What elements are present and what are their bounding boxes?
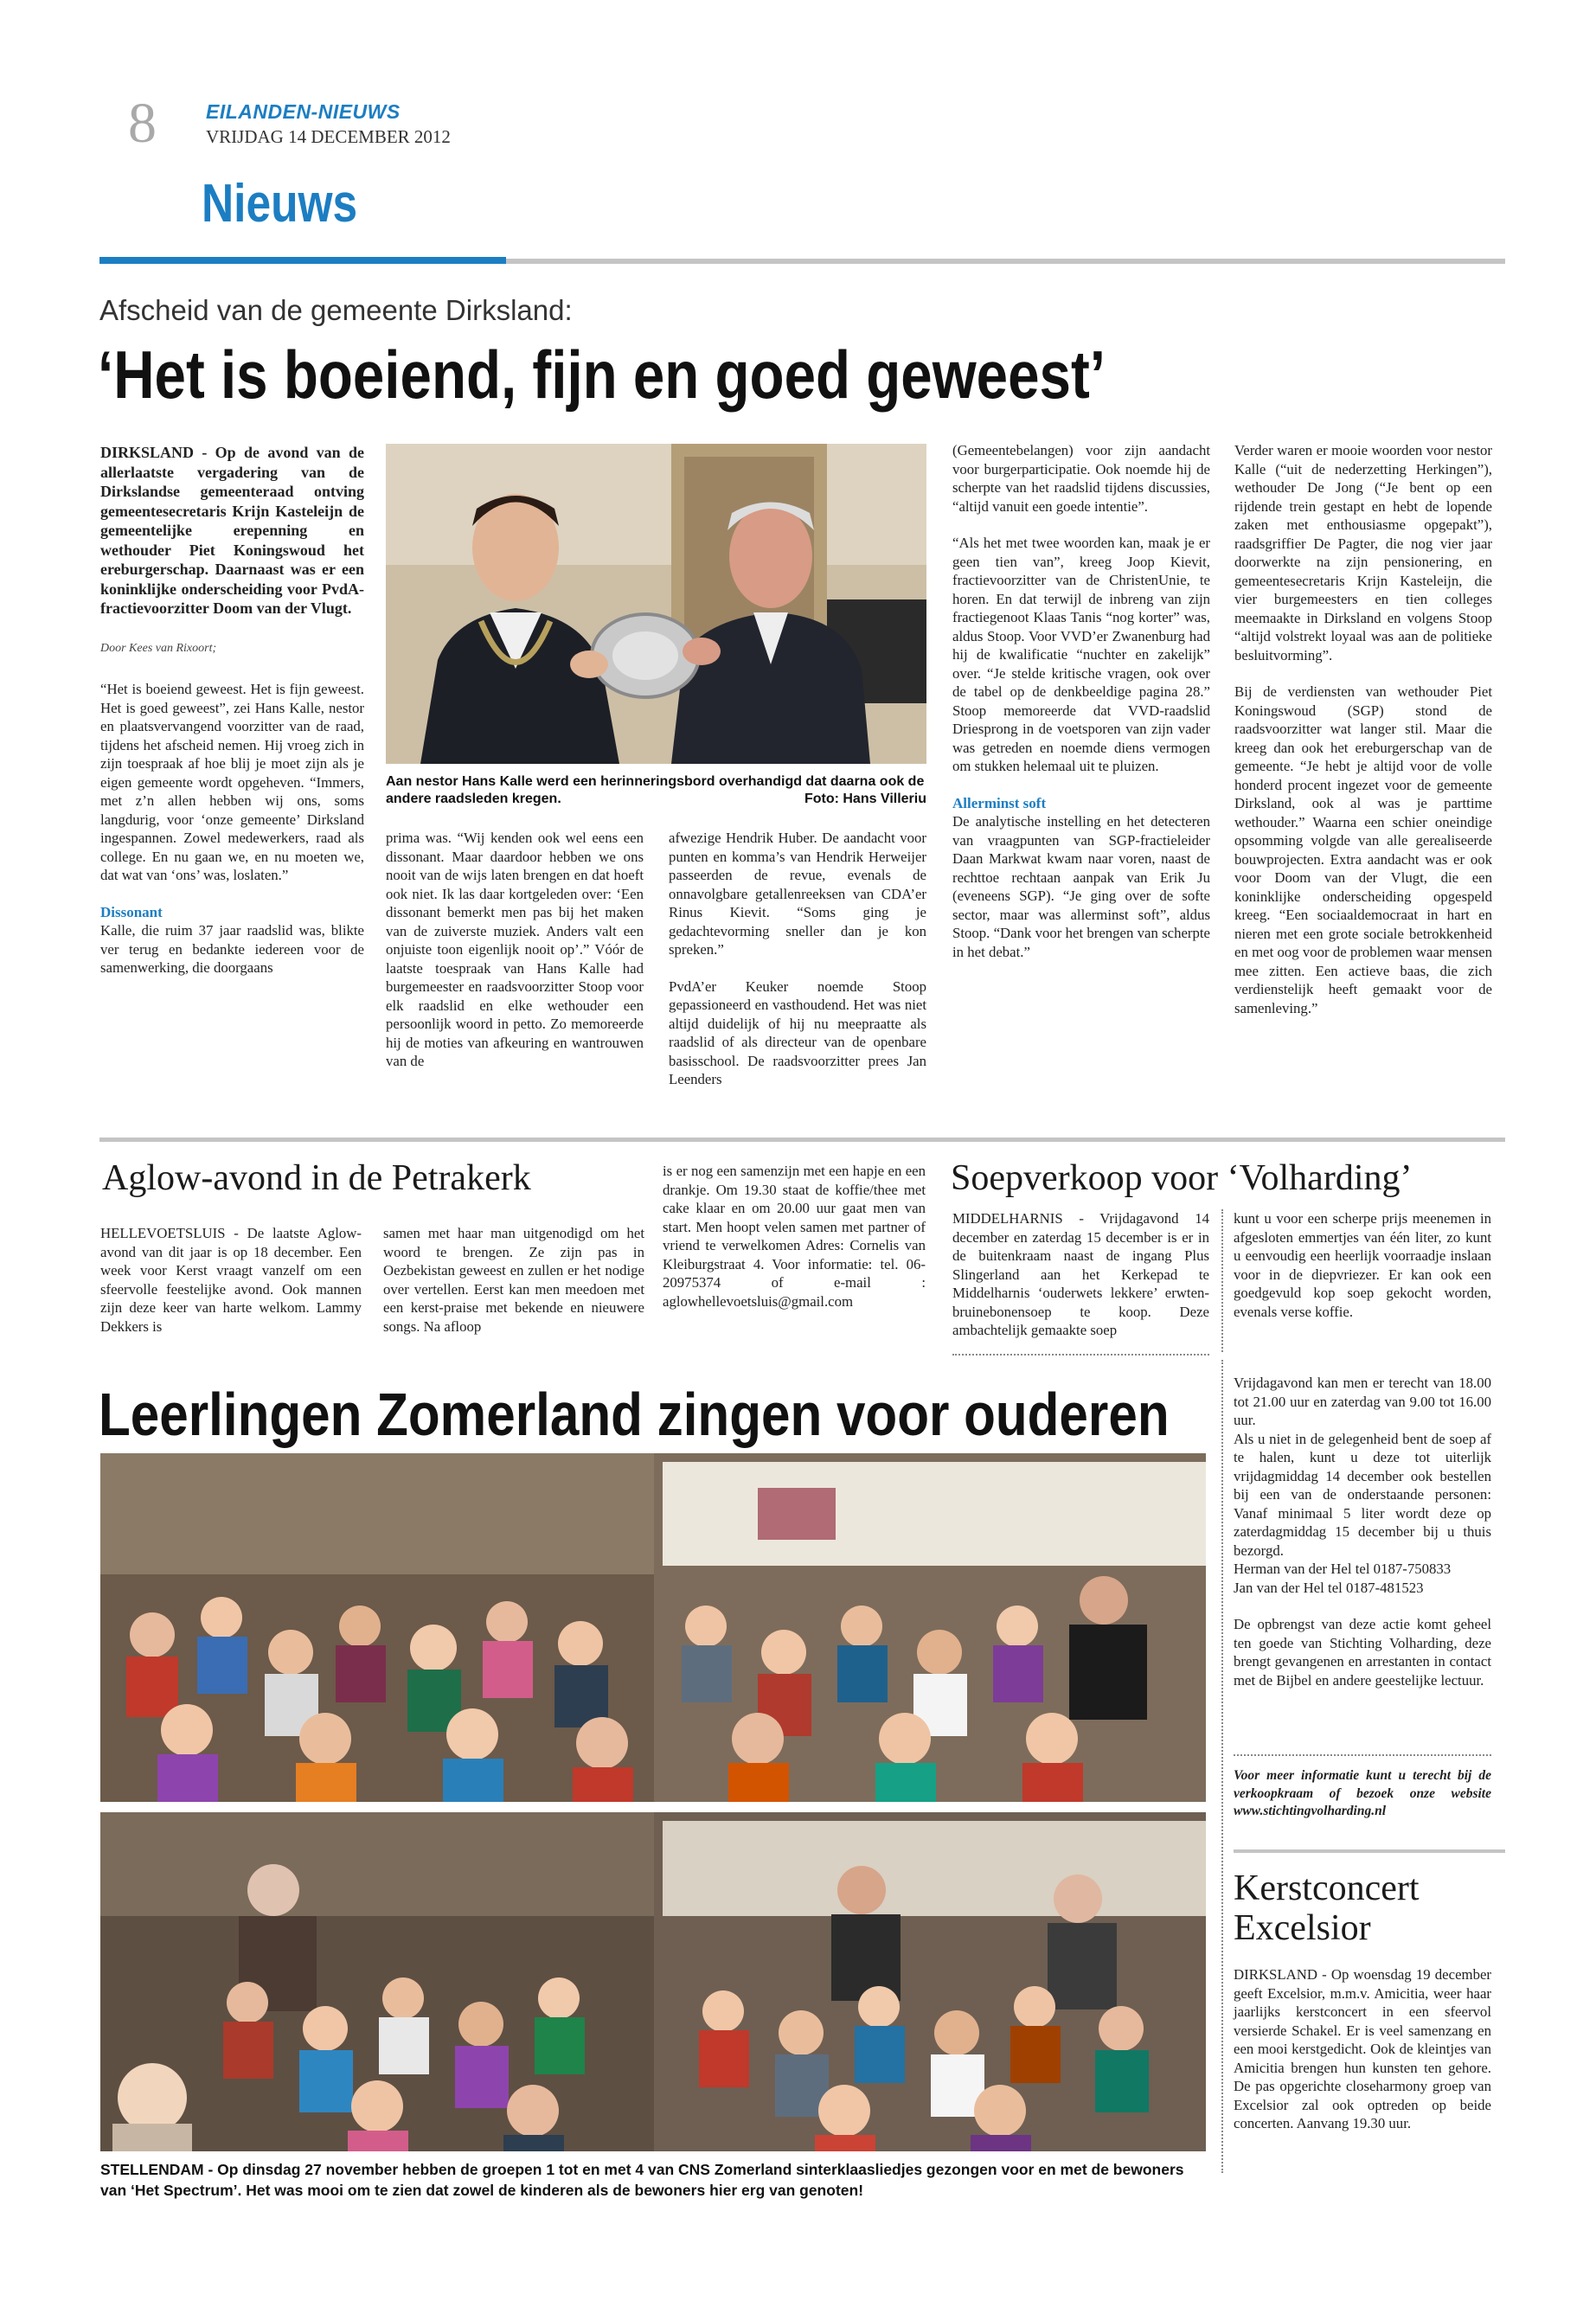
article-column-1 — [100, 443, 364, 977]
page-number: 8 — [128, 92, 157, 155]
article-kicker: Afscheid van de gemeente Dirksland: — [99, 294, 573, 326]
article-paragraph: PvdA’er Keuker noemde Stoop gepassioneerd en vasthoudend. Het was niet altijd duidelijk of hij nu meepraatte als raadslid of als directeur van de openbare basisschool. De raadsvoorzitter prees Jan Leenders — [669, 977, 926, 1087]
divider — [1234, 1754, 1491, 1756]
section-title: Nieuws — [202, 174, 358, 234]
zomerland-caption: STELLENDAM - Op dinsdag 27 november hebben de groepen 1 tot en met 4 van CNS Zomerland sinterklaasliedjes gezongen voor en met de bewoners van ‘Het Spectrum’. Het was mooi om te zien dat zowel de kinderen als de bewoners hier erg van genoten! — [100, 2161, 1184, 2199]
divider — [1221, 1360, 1223, 2173]
newspaper-logo: EILANDEN-NIEUWS — [206, 100, 401, 123]
article-intro: DIRKSLAND - Op de avond van de allerlaatste vergadering van de Dirkslandse gemeenteraad ontving gemeentesecretaris Krijn Kasteleijn de gemeentelijke erepenning en wethouder Piet Koningswoud het ereburgerschap. Daarnaast was er een koninklijke onderscheiding voor PvdA-fractievoorzitter Doom van der Vlugt. — [100, 444, 364, 617]
article-column-3 — [669, 829, 926, 1089]
issue-date: VRIJDAG 14 DECEMBER 2012 — [206, 126, 451, 147]
article-paragraph: De analytische instelling en het detecteren van vraagpunten van SGP-fractieleider Daan Markwat kwam naar voren, naast de rechttoe rechtaan aanpak van Erik Ju (eveneens SGP). “Je ging over de softe sector, maar was allerminst soft”, aldus Stoop. “Dank voor het brengen van scherpte in het debat.” — [952, 813, 1210, 960]
divider — [99, 1138, 1505, 1142]
soep-column-1: MIDDELHARNIS - Vrijdagavond 14 december en zaterdag 15 december is er in de buitenkraam naast de ingang Plus Slingerland aan het Kerkepad te Middelharnis ‘ouderwets lekkere’ erwten- bruinebonensoep te koop. Deze ambachtelijk gemaakte soep — [952, 1210, 1209, 1338]
article-paragraph: “Als het met twee woorden kan, maak je er geen tien van”, kreeg Joop Kievit, fractievoorzitter van de ChristenUnie, te horen. En dat terwijl de inbreng van zijn fractiegenoot Klaas Tanis “nog korter” was, aldus Stoop. Voor VVD’er Zwanenburg had hij de kwalificatie “nuchter en zakelijk” over. “Je stelde kritische vragen, ook over de tabel op de denkbeeldige pagina 28.” Stoop memoreerde dat VVD-raadslid Driesprong in de voetsporen van zijn vader was getreden en noemde diens vermogen om stukken helemaal uit te pluizen. — [952, 535, 1210, 774]
section-rule — [506, 259, 1505, 264]
section-rule-accent — [99, 257, 506, 264]
article-subheading: Dissonant — [100, 903, 163, 920]
aglow-column-2: samen met haar man uitgenodigd om het woord te brengen. Ze zijn pas in Oezbekistan geweest en zullen er het nodige over vertellen. Eerst kan men meedoen met een kerst-praise met bekende en nieuwere songs. Na afloop — [383, 1225, 644, 1335]
zomerland-photo-top — [100, 1453, 1206, 1802]
zomerland-headline: Leerlingen Zomerland zingen voor ouderen — [99, 1381, 1170, 1448]
article-photo — [386, 444, 926, 764]
article-column-5 — [1234, 441, 1492, 1017]
kerst-text: DIRKSLAND - Op woensdag 19 december geeft Excelsior, m.m.v. Amicitia, weer haar jaarlijks kerstconcert in een sfeervol versierde Schakel. Er is veel samenzang en een mooi kerstgedicht. Ook de kleintjes van Amicitia brengen hun kunsten ten gehore. De pas opgerichte closeharmony groep van Excelsior zal ook optreden op beide concerten. Aanvang 19.30 uur. — [1234, 1966, 1491, 2131]
contact-line: Herman van der Hel tel 0187-750833 — [1234, 1561, 1452, 1577]
article-paragraph: Bij de verdiensten van wethouder Piet Koningswoud (SGP) stond de raadsvoorzitter wat langer stil. Maar die kreeg dan ook het ereburgerschap van de gemeente. “Je hebt je altijd voor de volle honderd procent ingezet voor de gemeente Dirksland, ook al was je parttime wethouder.” Waarna een schier oneindige opsomming volgde van alle gerealiseerde bouwprojecten. Extra aandacht was er ook voor Doom van der Vlugt, die een koninklijke onderscheiding opgespeld kreeg. “Een sociaaldemocraat in hart en nieren met een grote sociale betrokkenheid en met oog voor de problemen waar mensen mee zitten. Een actieve baas, die zich verdienstelijk heeft gemaakt voor de samenleving.” — [1234, 683, 1492, 1016]
article-subheading: Allerminst soft — [952, 794, 1047, 811]
soep-info: Voor meer informatie kunt u terecht bij de verkoopkraam of bezoek onze website www.stichtingvolharding.nl — [1234, 1768, 1491, 1818]
photo-caption: Aan nestor Hans Kalle werd een herinneringsbord overhandigd dat daarna ook de andere raadsleden kregen. Foto: Hans Villeriu — [386, 774, 926, 806]
article-byline: Door Kees van Rixoort; — [100, 641, 217, 655]
article-column-2 — [386, 829, 644, 1071]
soep-headline: Soepverkoop voor ‘Volharding’ — [951, 1158, 1413, 1198]
article-paragraph: (Gemeentebelangen) voor zijn aandacht voor burgerparticipatie. Ook noemde hij de scherpte van het raadslid tijdens discussies, “altijd vanuit een goede intentie”. — [952, 442, 1210, 515]
zomerland-photo-bottom — [100, 1812, 1206, 2151]
article-paragraph: Verder waren er mooie woorden voor nestor Kalle (“uit de nederzetting Herkingen”), wethouder De Jong (“Je bent op een rijdende trein gestapt en hebt de lopende zaken met enthousiasme opgepakt”), raadsgriffier De Pagter, die nog vier jaar doorwerkte na zijn pensionering, en gemeentesecretaris Krijn Kasteleijn, die vier burgemeesters en tien colleges meemaakte in Dirksland en volgens Stoop “altijd volstrekt loyaal was aan de politieke besluitvorming”. — [1234, 442, 1492, 663]
article-paragraph: afwezige Hendrik Huber. De aandacht voor punten en komma’s van Hendrik Herweijer passeerden de revue, evenals de onnavolgbare getallenreeksen van CDA’er Rinus Kievit. “Soms ging je gedachtevorming sneller dan je kon spreken.” — [669, 830, 926, 958]
article-headline: ‘Het is boeiend, fijn en goed geweest’ — [98, 336, 1106, 413]
divider — [952, 1354, 1209, 1356]
soep-column-2: kunt u voor een scherpe prijs meenemen in afgesloten emmertjes van één liter, zo kunt u eenvoudig een heerlijk voorraadje inslaan voor in de diepvriezer. Er kan ook een goedgevuld kop soep gekocht worden, evenals verse koffie. — [1234, 1210, 1491, 1320]
article-column-4 — [952, 441, 1210, 961]
contact-line: Jan van der Hel tel 0187-481523 — [1234, 1579, 1424, 1596]
aglow-column-3: is er nog een samenzijn met een hapje en een drankje. Om 19.30 staat de koffie/thee met cake klaar en om 20.00 uur gaat men van start. Men hoopt velen samen met partner of vriend te verwelkomen Adres: Cornelis van Kleiburgstraat 4. Voor informatie: tel. 06-20975374 of e-mail : aglowhellevoetsluis@gmail.com — [663, 1163, 926, 1310]
kerst-headline: Kerstconcert Excelsior — [1234, 1868, 1420, 1948]
article-paragraph: Kalle, die ruim 37 jaar raadslid was, blikte ver terug en bedankte iedereen voor de samenwerking, die doorgaans — [100, 922, 364, 976]
divider — [1221, 1209, 1223, 1352]
aglow-column-1: HELLEVOETSLUIS - De laatste Aglow-avond van dit jaar is op 18 december. Een week voor Kerst vraagt vanzelf om een sfeervolle feestelijke avond. Ook mannen zijn deze keer van harte welkom. Lammy Dekkers is — [100, 1225, 362, 1335]
photo-credit: Foto: Hans Villeriu — [804, 792, 926, 806]
aglow-headline: Aglow-avond in de Petrakerk — [102, 1158, 531, 1198]
article-paragraph: “Het is boeiend geweest. Het is fijn geweest. Het is goed geweest”, zei Hans Kalle, nestor en plaatsvervangend voorzitter van de raad, tijdens het afscheid nemen. Hij vroeg zich in zijn toespraak af hoe blij je moet zijn als je eigen gemeente wordt opgeheven. “Immers, met z’n allen hebben wij ons, soms langdurig, voor ‘onze gemeente’ Dirksland ingespannen. Zowel medewerkers, raad als college. En nu gaan we, en nu moeten we, dat wat van ‘ons’ was, loslaten.” — [100, 681, 364, 883]
article-paragraph: prima was. “Wij kenden ook wel eens een dissonant. Maar daardoor hebben we ons nooit van de wijs laten brengen en dat hoeft ook niet. Ik las daar kortgeleden over: ‘Een dissonant bemerkt men pas bij het maken van de zuiverste muziek. Anders valt een onjuiste toon eigenlijk nooit op’.” Vóór de laatste toespraak van Hans Kalle had burgemeester en raadsvoorzitter Stoop voor elk raadslid en elke wethouder een persoonlijk woord in petto. Zo memoreerde hij de moties van afkeuring en wantrouwen van de — [386, 830, 644, 1069]
divider — [1234, 1849, 1505, 1853]
soep-column-2-continued: Vrijdagavond kan men er terecht van 18.00 tot 21.00 uur en zaterdag van 9.00 tot 16.00 uur. Als u niet in de gelegenheid bent de soep af te halen, kunt u deze tot uiterlijk vrijdagmiddag 14 december ook bestellen bij een van de onderstaande personen: Vanaf minimaal 5 liter wordt deze op zaterdagmiddag 15 december bij u thuis bezorgd. Herman van der Hel tel 0187-750833 Jan van der Hel tel 0187-481523 De opbrengst van deze actie komt geheel ten goede van Stichting Volharding, deze brengt gevangenen en arrestanten in contact met de Bijbel en andere geestelijke lectuur. — [1234, 1375, 1491, 1689]
